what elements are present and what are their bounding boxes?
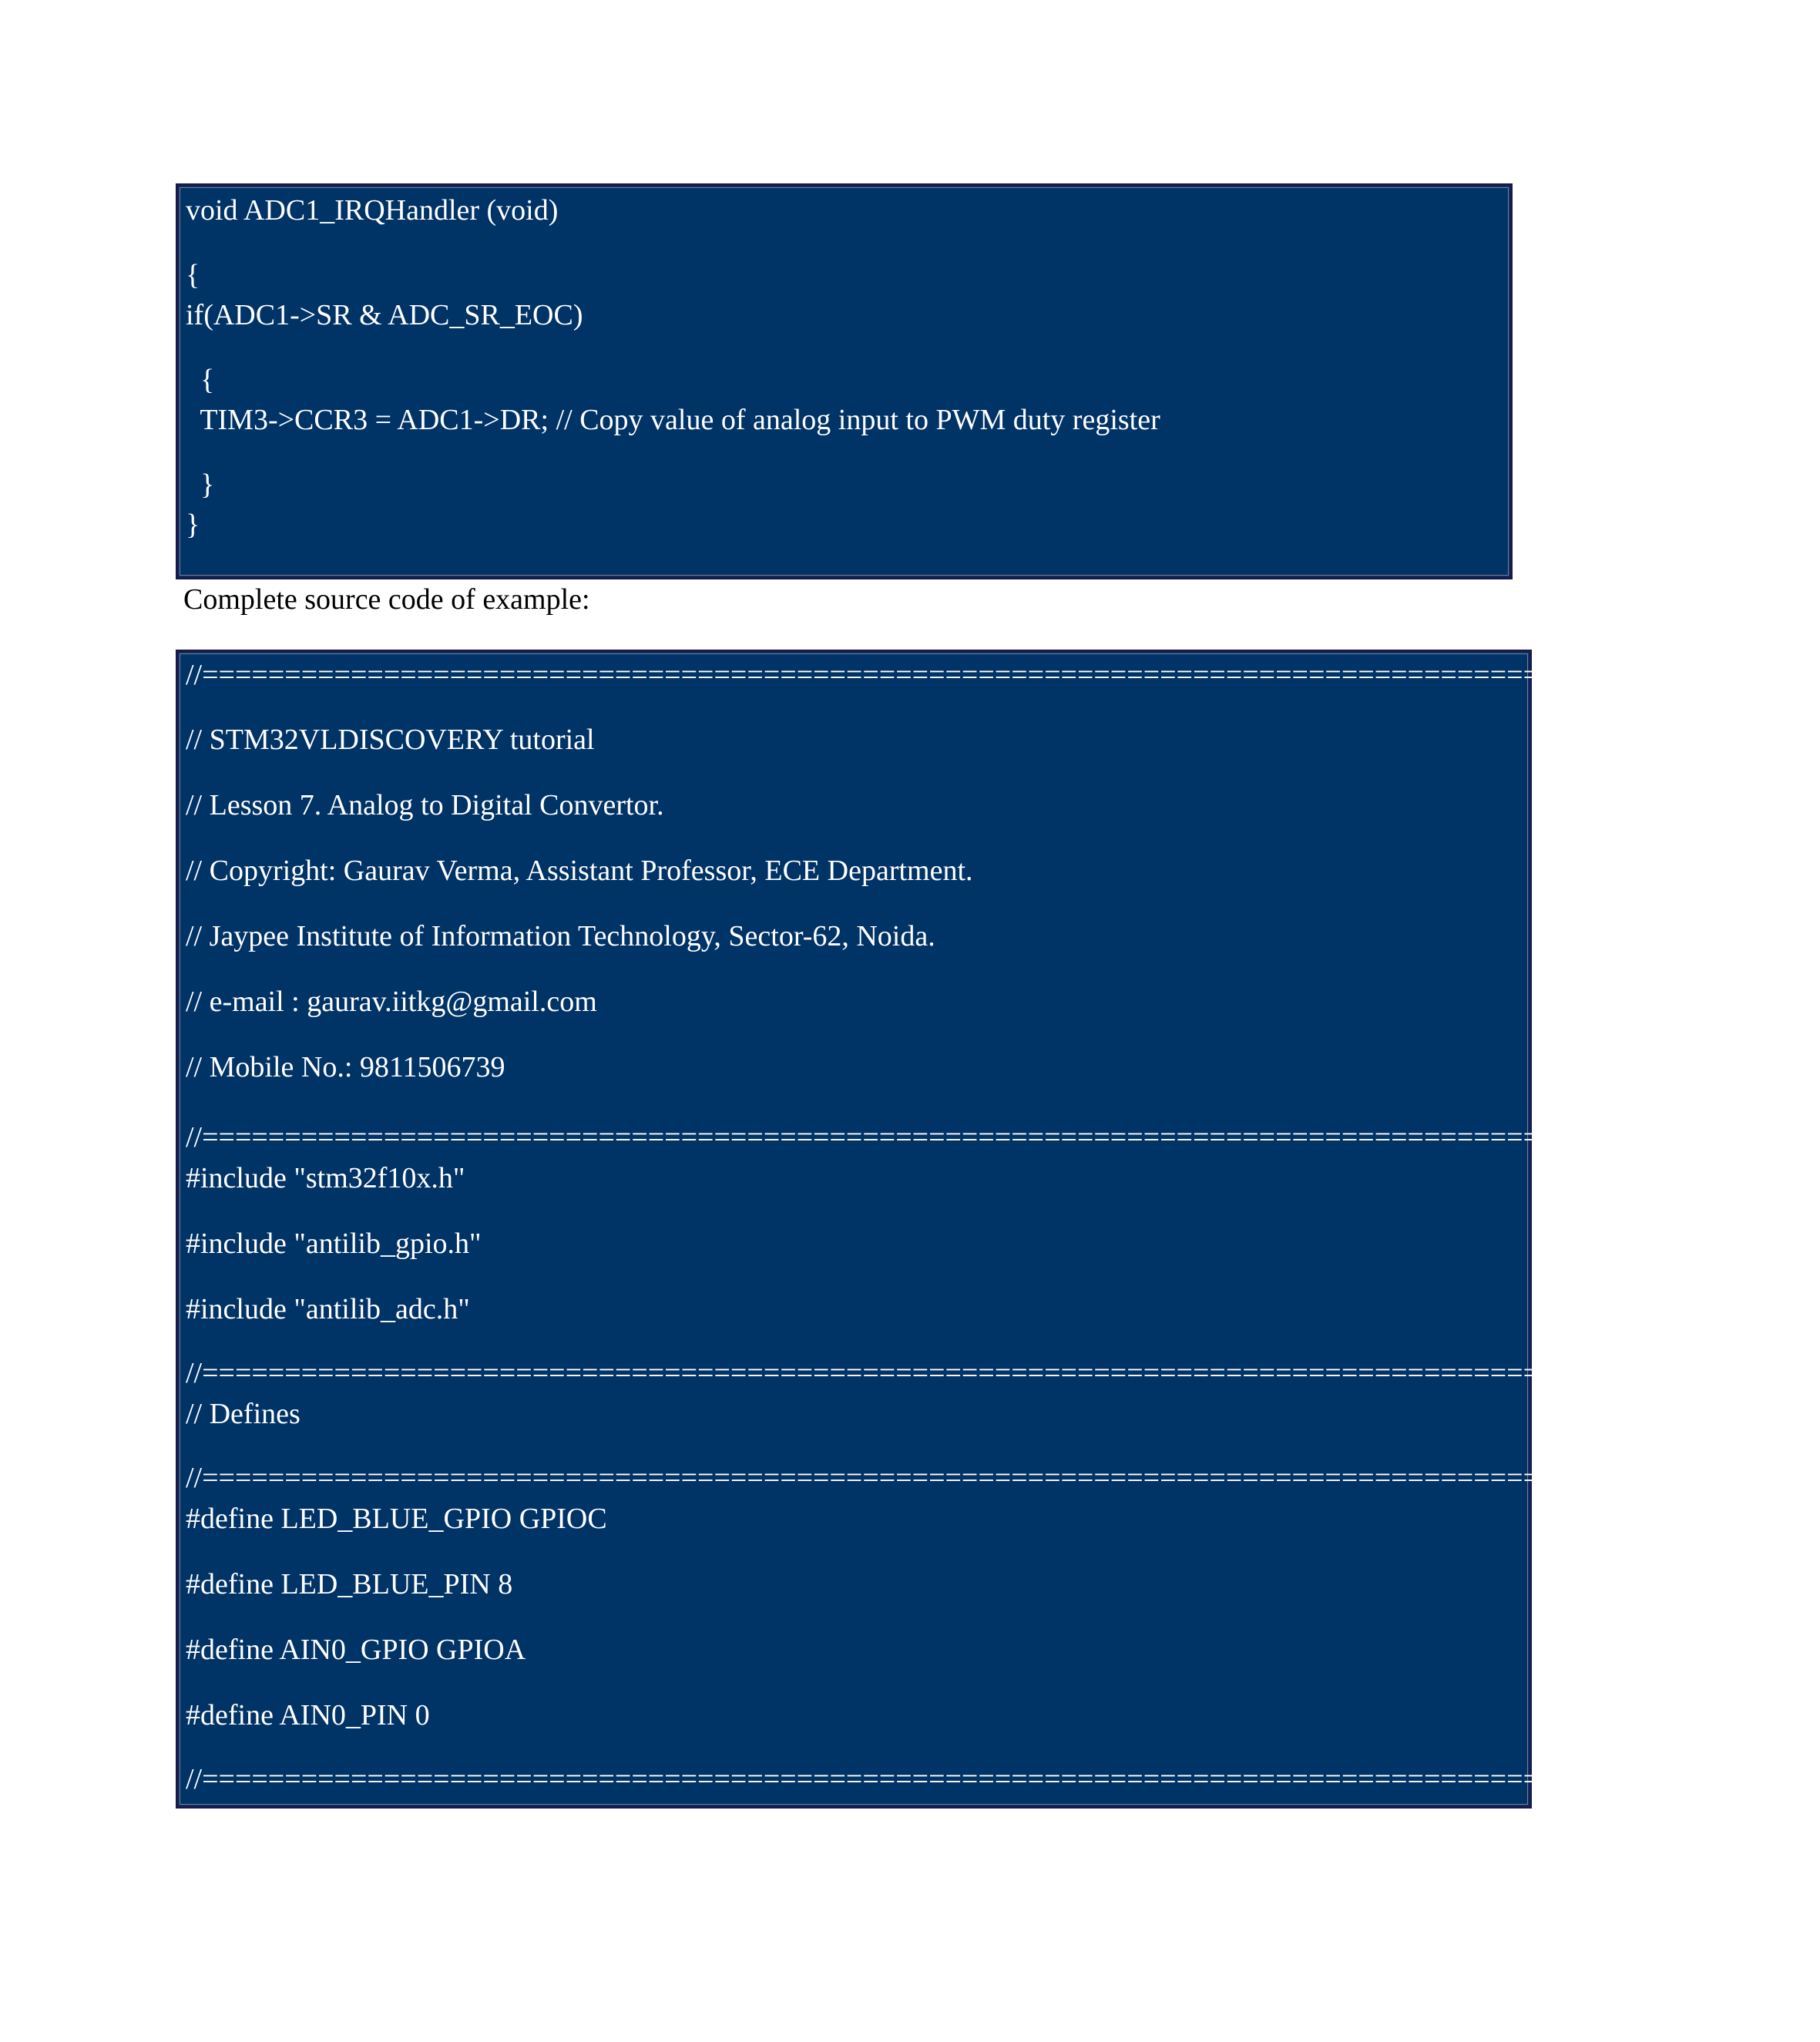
header-comment-line: // STM32VLDISCOVERY tutorial	[186, 724, 595, 756]
include-line: #include "stm32f10x.h"	[186, 1162, 465, 1194]
header-comment-line: // Jaypee Institute of Information Technology, Sector-62, Noida.	[186, 920, 935, 952]
isr-code-block	[176, 183, 1513, 579]
separator-line: //==================================================================================================	[186, 1462, 1820, 1494]
code-line: if(ADC1->SR & ADC_SR_EOC)	[186, 299, 583, 331]
defines-comment: // Defines	[186, 1398, 301, 1430]
define-line: #define AIN0_PIN 0	[186, 1699, 430, 1731]
define-line: #define LED_BLUE_PIN 8	[186, 1568, 513, 1600]
header-comment-line: // Copyright: Gaurav Verma, Assistant Professor, ECE Department.	[186, 855, 973, 887]
separator-line: //==================================================================================================	[186, 1121, 1820, 1154]
code-line: void ADC1_IRQHandler (void)	[186, 194, 559, 227]
code-line: }	[186, 509, 200, 541]
code-line: {	[186, 259, 200, 291]
source-code-block	[176, 650, 1820, 1809]
include-line: #include "antilib_gpio.h"	[186, 1228, 482, 1260]
code-line: }	[186, 469, 215, 501]
header-comment-line: // e-mail : gaurav.iitkg@gmail.com	[186, 986, 597, 1018]
include-line: #include "antilib_adc.h"	[186, 1293, 470, 1325]
define-line: #define AIN0_GPIO GPIOA	[186, 1634, 526, 1666]
define-line: #define LED_BLUE_GPIO GPIOC	[186, 1503, 607, 1535]
section-caption: Complete source code of example:	[183, 583, 590, 616]
code-line: TIM3->CCR3 = ADC1->DR; // Copy value of analog input to PWM duty register	[186, 404, 1160, 436]
separator-line: //==================================================================================================	[186, 1763, 1820, 1795]
separator-line: //==================================================================================================	[186, 1357, 1820, 1389]
code-line: {	[186, 364, 215, 396]
separator-line: //==================================================================================================	[186, 659, 1820, 691]
header-comment-line: // Lesson 7. Analog to Digital Convertor.	[186, 789, 664, 821]
header-comment-line: // Mobile No.: 9811506739	[186, 1051, 505, 1083]
